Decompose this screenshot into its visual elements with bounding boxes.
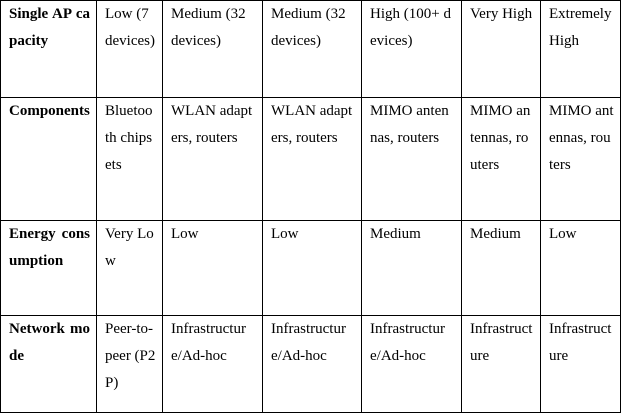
table-cell: Infrastructure: [541, 316, 621, 413]
table-cell: Infrastructure: [462, 316, 541, 413]
table-cell: Infrastructure/Ad-hoc: [362, 316, 462, 413]
table-cell: Bluetooth chipsets: [97, 98, 163, 221]
table-row-components: [1, 98, 621, 221]
row-header: Single AP capacity: [1, 1, 97, 98]
table-cell: MIMO antennas, routers: [541, 98, 621, 221]
row-header: Energy consumption: [1, 221, 97, 316]
row-header: Components: [1, 98, 97, 221]
table-cell: WLAN adapters, routers: [263, 98, 362, 221]
table-cell: Low: [263, 221, 362, 316]
row-header: Network mode: [1, 316, 97, 413]
table-cell: MIMO antennas, routers: [462, 98, 541, 221]
table-cell: High (100+ devices): [362, 1, 462, 98]
table-cell: Medium (32 devices): [163, 1, 263, 98]
table-cell: Peer-to-peer (P2P): [97, 316, 163, 413]
table-row-network-mode: [1, 316, 621, 413]
table-cell: Medium (32 devices): [263, 1, 362, 98]
table-cell: Very High: [462, 1, 541, 98]
table-cell: Infrastructure/Ad-hoc: [263, 316, 362, 413]
table-cell: Infrastructure/Ad-hoc: [163, 316, 263, 413]
table-cell: Medium: [362, 221, 462, 316]
table-cell: MIMO antennas, routers: [362, 98, 462, 221]
table-cell: Low (7 devices): [97, 1, 163, 98]
table-row-single-ap-capacity: [1, 1, 621, 98]
table-cell: Medium: [462, 221, 541, 316]
table-cell: Very Low: [97, 221, 163, 316]
table-cell: Low: [541, 221, 621, 316]
table-row-energy-consumption: [1, 221, 621, 316]
table-cell: Extremely High: [541, 1, 621, 98]
table-cell: WLAN adapters, routers: [163, 98, 263, 221]
table-cell: Low: [163, 221, 263, 316]
